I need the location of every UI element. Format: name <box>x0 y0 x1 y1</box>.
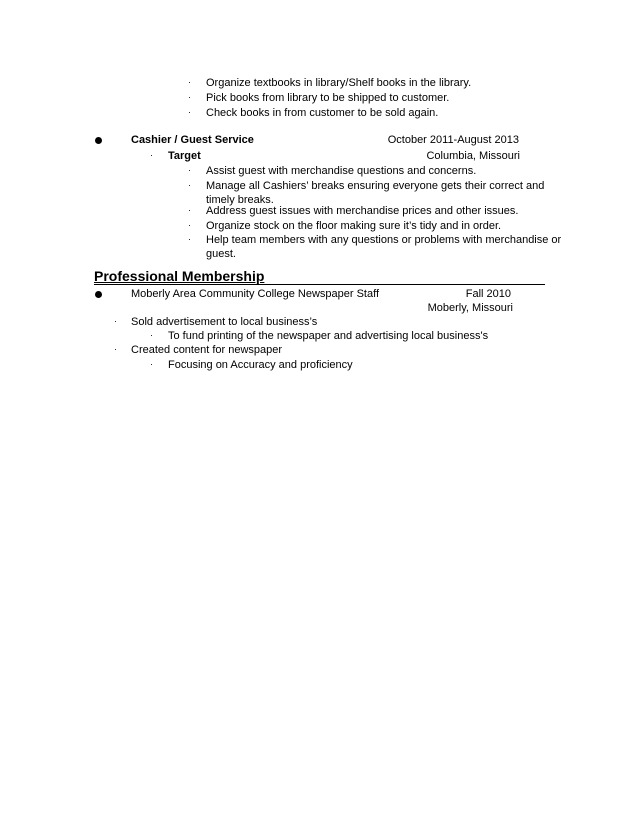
job-dates: October 2011-August 2013 <box>387 134 519 146</box>
bullet-icon: · <box>188 107 191 117</box>
bullet-icon: · <box>114 344 117 354</box>
list-item: Pick books from library to be shipped to customer. <box>206 92 450 104</box>
organization-name: Moberly Area Community College Newspaper Staff <box>131 288 380 300</box>
list-item: Created content for newspaper <box>131 344 283 356</box>
bullet-icon: · <box>188 77 191 87</box>
bullet-icon: · <box>188 234 191 244</box>
list-item-continuation: timely breaks. <box>206 194 274 206</box>
bullet-icon: · <box>150 359 153 369</box>
bullet-icon: · <box>188 220 191 230</box>
bullet-icon: · <box>188 180 191 190</box>
bullet-icon: · <box>188 165 191 175</box>
job-location: Columbia, Missouri <box>426 150 520 162</box>
membership-location: Moberly, Missouri <box>427 302 513 314</box>
bullet-icon <box>95 137 102 144</box>
bullet-icon: · <box>150 330 153 340</box>
list-item: Organize textbooks in library/Shelf books in the library. <box>206 77 472 89</box>
list-item: Organize stock on the floor making sure it’s tidy and in order. <box>206 220 502 232</box>
membership-date: Fall 2010 <box>465 288 511 300</box>
job-title: Cashier / Guest Service <box>131 134 254 146</box>
bullet-icon: · <box>188 92 191 102</box>
section-heading <box>94 268 545 285</box>
sub-list-item: To fund printing of the newspaper and advertising local business's <box>168 330 489 342</box>
list-item: Sold advertisement to local business’s <box>131 316 318 328</box>
section-heading-text: Professional Membership <box>94 268 265 284</box>
bullet-icon <box>95 291 102 298</box>
sub-list-item: Focusing on Accuracy and proficiency <box>168 359 353 371</box>
bullet-icon: · <box>150 150 153 160</box>
bullet-icon: · <box>188 205 191 215</box>
bullet-icon: · <box>114 316 117 326</box>
list-item: Check books in from customer to be sold again. <box>206 107 439 119</box>
list-item: Help team members with any questions or problems with merchandise or <box>206 234 562 246</box>
employer-name: Target <box>168 150 201 162</box>
list-item-continuation: guest. <box>206 248 236 260</box>
list-item: Address guest issues with merchandise prices and other issues. <box>206 205 519 217</box>
list-item: Assist guest with merchandise questions and concerns. <box>206 165 477 177</box>
list-item: Manage all Cashiers’ breaks ensuring everyone gets their correct and <box>206 180 545 192</box>
